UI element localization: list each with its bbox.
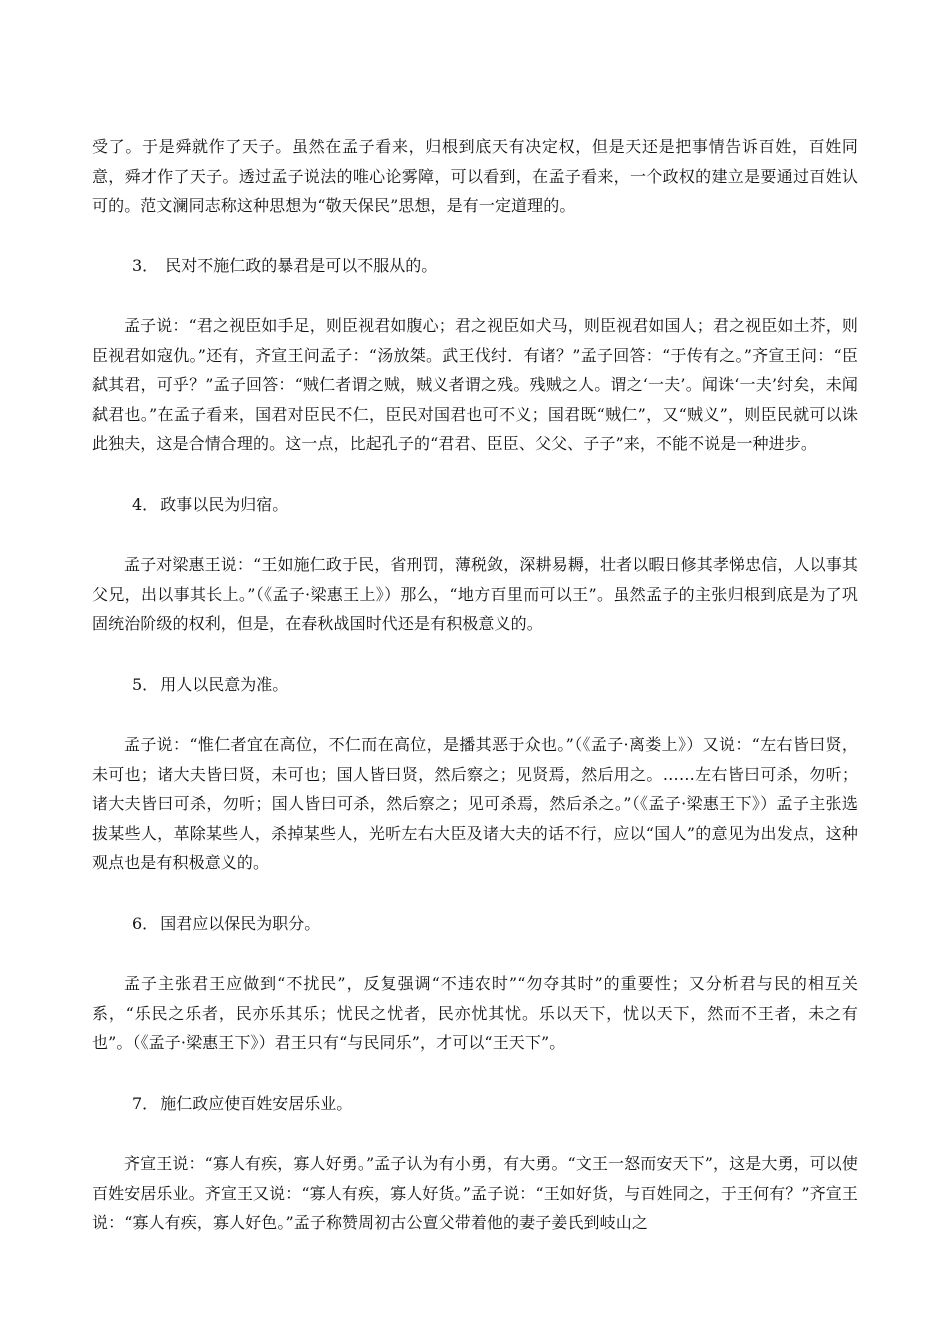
section-body-5: 孟子说：“惟仁者宜在高位，不仁而在高位，是播其恶于众也。”（《孟子·离娄上》）又说：“左右皆曰贤，未可也；诸大夫皆曰贤，未可也；国人皆曰贤，然后察之；见贤焉，然后用之。……左右皆曰可杀，勿听；诸大夫皆曰可杀，勿听；国人皆曰可杀，然后察之；见可杀焉，然后杀之。”（《孟子·梁惠王下》）孟子主张选拔某些人，革除某些人，杀掉某些人，光听左右大臣及诸大夫的话不行，应以“国人”的意见为出发点，这种观点也是有积极意义的。 (92, 735, 858, 872)
section-body-3: 孟子说：“君之视臣如手足，则臣视君如腹心；君之视臣如犬马，则臣视君如国人；君之视臣如土芥，则臣视君如寇仇。”还有，齐宣王问孟子：“汤放桀。武王伐纣．有诸？”孟子回答：“于传有之。”齐宣王问：“臣弑其君，可乎？”孟子回答：“贼仁者谓之贼，贼义者谓之残。残贼之人。谓之‘一夫’。闻诛‘一夫’纣矣，未闻弑君也。”在孟子看来，国君对臣民不仁，臣民对国君也可不义；国君既“贼仁”，又“贼义”，则臣民就可以诛此独夫，这是合情合理的。这一点，比起孔子的“君君、臣臣、父父、子子”来，不能不说是一种进步。 (92, 316, 858, 453)
section-body-4: 孟子对梁惠王说：“王如施仁政于民，省刑罚，薄税敛，深耕易耨，壮者以暇日修其孝悌忠信，人以事其父兄，出以事其长上。”（《孟子·梁惠王上》）那么，“地方百里而可以王”。虽然孟子的主张归根到底是为了巩固统治阶级的权利，但是，在春秋战国时代还是有积极意义的。 (92, 555, 858, 633)
section-number: 5． (132, 674, 159, 694)
opening-paragraph: 受了。于是舜就作了天子。虽然在孟子看来，归根到底天有决定权，但是天还是把事情告诉百姓，百姓同意，舜才作了天子。透过孟子说法的唯心论雾障，可以看到，在孟子看来，一个政权的建立是要通过百姓认可的。范文澜同志称这种思想为“敬天保民”思想，是有一定道理的。 (92, 137, 858, 215)
section-number: 7． (132, 1093, 159, 1113)
section-number: 4． (132, 494, 159, 514)
section-title: 用人以民意为准。 (160, 674, 289, 694)
section-number: 6． (132, 913, 159, 933)
section-heading-5 (92, 670, 858, 700)
section-heading-3 (92, 251, 858, 281)
section-body-6: 孟子主张君王应做到“不扰民”，反复强调“不违农时”“勿夺其时”的重要性；又分析君与民的相互关系，“乐民之乐者，民亦乐其乐；忧民之忧者，民亦忧其忧。乐以天下，忧以天下，然而不王者，未之有也”。（《孟子·梁惠王下》）君王只有“与民同乐”，才可以“王天下”。 (92, 974, 858, 1052)
section-heading-4 (92, 490, 858, 520)
section-title: 国君应以保民为职分。 (160, 913, 321, 933)
section-body-7: 齐宣王说：“寡人有疾，寡人好勇。”孟子认为有小勇，有大勇。“文王一怒而安天下”，这是大勇，可以使百姓安居乐业。齐宣王又说：“寡人有疾，寡人好货。”孟子说：“王如好货，与百姓同之，于王何有？”齐宣王说：“寡人有疾，寡人好色。”孟子称赞周初古公亶父带着他的妻子姜氏到岐山之 (92, 1154, 858, 1232)
section-title: 政事以民为归宿。 (160, 494, 289, 514)
document-page (92, 132, 858, 1269)
section-heading-6 (92, 909, 858, 939)
section-title: 施仁政应使百姓安居乐业。 (160, 1093, 353, 1113)
section-title: 民对不施仁政的暴君是可以不服从的。 (160, 255, 438, 275)
section-heading-7 (92, 1089, 858, 1119)
section-number: 3． (132, 255, 159, 275)
